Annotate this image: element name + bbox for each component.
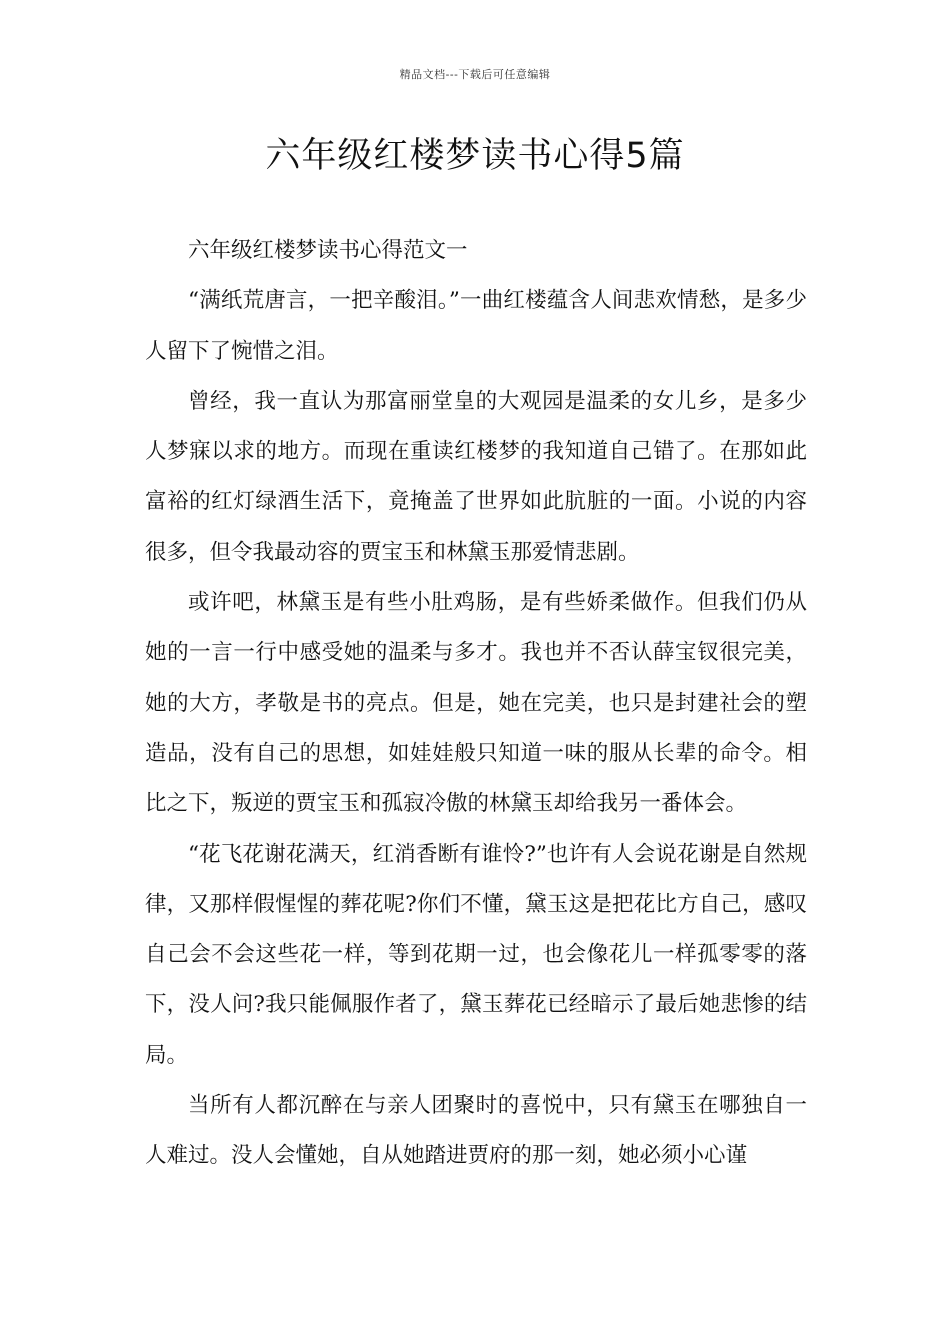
paragraph: 曾经，我一直认为那富丽堂皇的大观园是温柔的女儿乡，是多少人梦寐以求的地方。而现在重读红楼梦的我知道自己错了。在那如此富裕的红灯绿酒生活下，竟掩盖了世界如此肮脏的一面。小说的内容很多，但令我最动容的贾宝玉和林黛玉那爱情悲剧。: [145, 388, 807, 565]
paragraph: “满纸荒唐言，一把辛酸泪。”一曲红楼蕴含人间悲欢情愁，是多少人留下了惋惜之泪。: [145, 288, 807, 364]
document-body: [145, 226, 807, 1182]
header-note: 精品文档---下载后可任意编辑: [399, 68, 551, 81]
paragraph: 当所有人都沉醉在与亲人团聚时的喜悦中，只有黛玉在哪独自一人难过。没人会懂她，自从她踏进贾府的那一刻，她必须小心谨: [145, 1093, 807, 1169]
paragraph: 或许吧，林黛玉是有些小肚鸡肠，是有些娇柔做作。但我们仍从她的一言一行中感受她的温柔与多才。我也并不否认薛宝钗很完美，她的大方，孝敬是书的亮点。但是，她在完美，也只是封建社会的塑造品，没有自己的思想，如娃娃般只知道一味的服从长辈的命令。相比之下，叛逆的贾宝玉和孤寂冷傲的林黛玉却给我另一番体会。: [145, 590, 807, 817]
document-title: 六年级红楼梦读书心得5篇: [265, 136, 685, 176]
section-heading: 六年级红楼梦读书心得范文一: [188, 238, 468, 263]
paragraph: “花飞花谢花满天，红消香断有谁怜?”也许有人会说花谢是自然规律，又那样假惺惺的葬花呢?你们不懂，黛玉这是把花比方自己，感叹自己会不会这些花一样，等到花期一过，也会像花儿一样孤零零的落下，没人问?我只能佩服作者了，黛玉葬花已经暗示了最后她悲惨的结局。: [145, 841, 807, 1068]
